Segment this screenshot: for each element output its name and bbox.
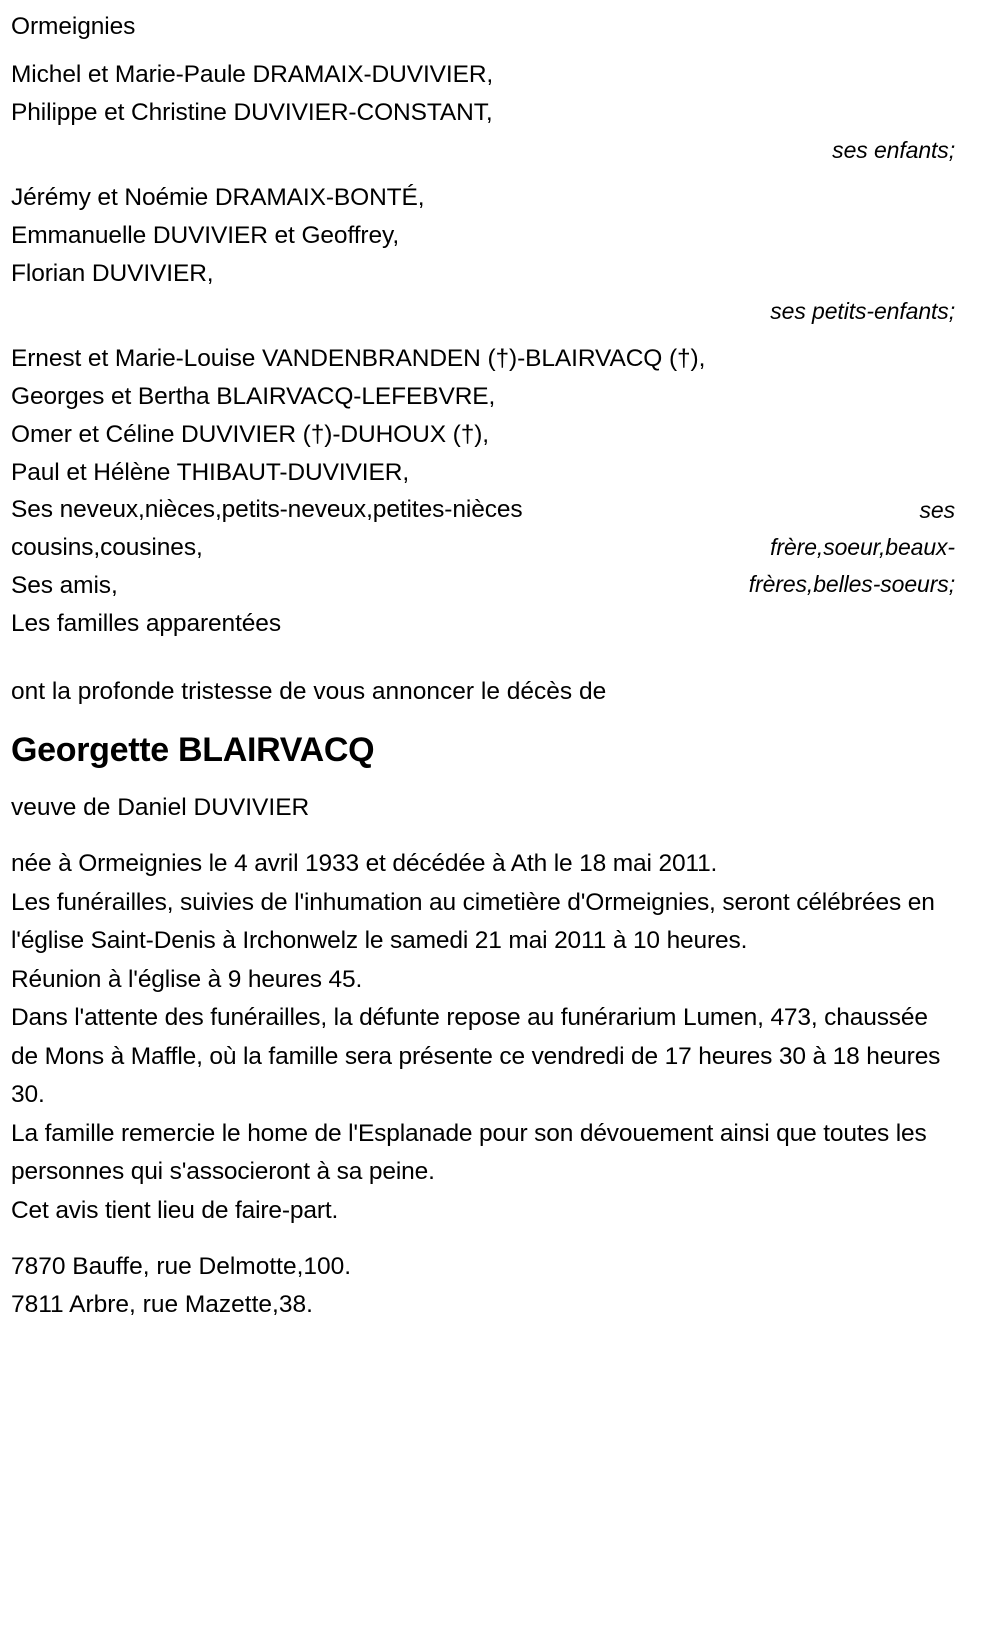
extended-family-line-4: Les familles apparentées <box>11 610 281 637</box>
birth-death-paragraph: née à Ormeignies le 4 avril 1933 et décédée à Ath le 18 mai 2011. <box>11 850 718 877</box>
announcement-text: ont la profonde tristesse de vous annoncer le décès de <box>11 678 607 705</box>
visitation-paragraph: Dans l'attente des funérailles, la défunte repose au funérarium Lumen, 473, chaussée de Mons à Maffle, où la famille sera présente ce vendredi de 17 heures 30 à 18 heures 30. <box>11 1004 941 1108</box>
spacer <box>11 1230 955 1248</box>
siblings-line-4: Paul et Hélène THIBAUT-DUVIVIER, <box>11 459 410 486</box>
relation-label-siblings-line-3: frères,belles-soeurs; <box>748 571 955 597</box>
extended-family-line-1: Ses neveux,nièces,petits-neveux,petites-nièces <box>11 496 523 523</box>
thanks-paragraph: La famille remercie le home de l'Esplanade pour son dévouement ainsi que toutes les personnes qui s'associeront à sa peine. <box>11 1119 927 1185</box>
locality-text: Ormeignies <box>11 13 136 40</box>
spacer <box>11 46 955 56</box>
siblings-line-2: Georges et Bertha BLAIRVACQ-LEFEBVRE, <box>11 383 496 410</box>
spacer <box>11 711 955 729</box>
siblings-name-group <box>11 340 955 492</box>
extended-family-line-3: Ses amis, <box>11 572 118 599</box>
grandchildren-line-3: Florian DUVIVIER, <box>11 260 214 287</box>
siblings-line-3: Omer et Céline DUVIVIER (†)-DUHOUX (†), <box>11 421 490 448</box>
grandchildren-line-2: Emmanuelle DUVIVIER et Geoffrey, <box>11 222 400 249</box>
relation-label-children: ses enfants; <box>832 137 955 163</box>
notice-paragraph: Cet avis tient lieu de faire-part. <box>11 1196 339 1224</box>
relation-label-siblings-line-2: frère,soeur,beaux- <box>770 534 955 560</box>
address-line-1: 7870 Bauffe, rue Delmotte,100. <box>11 1253 352 1280</box>
extended-family-line-2: cousins,cousines, <box>11 534 203 561</box>
spacer <box>11 330 955 340</box>
children-name-group <box>11 56 955 132</box>
spacer <box>11 827 955 845</box>
children-line-1: Michel et Marie-Paule DRAMAIX-DUVIVIER, <box>11 61 494 88</box>
address-line-2: 7811 Arbre, rue Mazette,38. <box>11 1291 313 1318</box>
funeral-paragraph: Les funérailles, suivies de l'inhumation au cimetière d'Ormeignies, seront célébrées en l'église Saint-Denis à Irchonwelz le samedi 21 mai 2011 à 10 heures. <box>11 888 935 954</box>
children-line-2: Philippe et Christine DUVIVIER-CONSTANT, <box>11 99 493 126</box>
spacer <box>11 643 955 673</box>
relation-label-siblings-line-1: ses <box>919 497 955 523</box>
grandchildren-line-1: Jérémy et Noémie DRAMAIX-BONTÉ, <box>11 184 425 211</box>
spacer <box>11 169 955 179</box>
gathering-paragraph: Réunion à l'église à 9 heures 45. <box>11 965 363 993</box>
marital-status-text: veuve de Daniel DUVIVIER <box>11 794 310 821</box>
grandchildren-name-group <box>11 179 955 293</box>
siblings-line-1: Ernest et Marie-Louise VANDENBRANDEN (†)-BLAIRVACQ (†), <box>11 345 706 372</box>
relation-label-grandchildren: ses petits-enfants; <box>770 298 955 324</box>
deceased-name: Georgette BLAIRVACQ <box>11 731 375 769</box>
spacer <box>11 771 955 789</box>
